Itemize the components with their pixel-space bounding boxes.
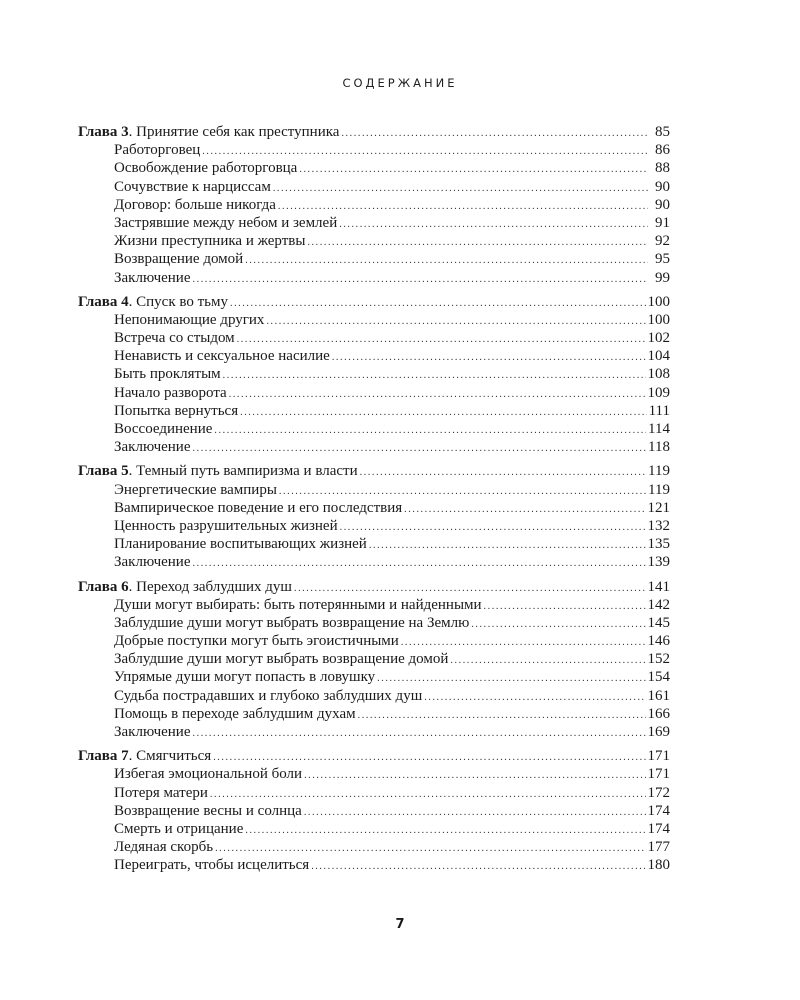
section-title: Освобождение работорговца bbox=[114, 160, 298, 177]
section-page: 142 bbox=[647, 596, 670, 613]
section-page: 154 bbox=[647, 669, 670, 686]
leader-dots bbox=[214, 422, 646, 440]
section-page: 92 bbox=[655, 233, 670, 250]
leader-dots bbox=[229, 386, 646, 404]
section-entry bbox=[78, 438, 670, 456]
leader-dots bbox=[360, 464, 646, 482]
section-entry bbox=[78, 214, 670, 232]
section-entry bbox=[78, 347, 670, 365]
section-page: 132 bbox=[647, 517, 670, 534]
section-entry bbox=[78, 668, 670, 686]
section-page: 119 bbox=[648, 481, 670, 498]
chapter-label: Глава 3 bbox=[78, 124, 129, 140]
section-title: Смерть и отрицание bbox=[114, 820, 244, 837]
section-entry bbox=[78, 329, 670, 347]
section-entry bbox=[78, 232, 670, 250]
section-title: Заключение bbox=[114, 439, 191, 456]
leader-dots bbox=[193, 271, 649, 289]
section-title: Потеря матери bbox=[114, 784, 208, 801]
section-page: 171 bbox=[647, 766, 670, 783]
chapter-name: . Темный путь вампиризма и власти bbox=[128, 463, 358, 480]
section-page: 109 bbox=[647, 384, 670, 401]
section-title: Быть проклятым bbox=[114, 366, 221, 383]
section-page: 174 bbox=[647, 820, 670, 837]
section-entry bbox=[78, 250, 670, 268]
section-title: Заключение bbox=[114, 724, 191, 740]
section-entry bbox=[78, 481, 670, 499]
section-entry bbox=[78, 650, 670, 668]
leader-dots bbox=[193, 725, 646, 743]
chapter-label: Глава 6 bbox=[78, 578, 129, 595]
section-page: 102 bbox=[647, 330, 670, 347]
section-title: Встреча со стыдом bbox=[114, 330, 235, 347]
table-of-contents bbox=[78, 123, 670, 881]
section-title: Ледяная скорбь bbox=[114, 839, 214, 856]
chapter-page: 85 bbox=[655, 124, 670, 140]
section-entry bbox=[78, 269, 670, 287]
section-entry bbox=[78, 723, 670, 741]
chapter-title bbox=[78, 578, 292, 596]
chapter-title bbox=[78, 747, 211, 765]
section-title: Добрые поступки могут быть эгоистичными bbox=[114, 633, 399, 650]
section-page: 145 bbox=[647, 614, 670, 631]
leader-dots bbox=[450, 652, 645, 670]
section-entry bbox=[78, 178, 670, 196]
leader-dots bbox=[266, 313, 645, 331]
chapter-block bbox=[78, 578, 670, 742]
section-entry bbox=[78, 535, 670, 553]
chapter-page: 100 bbox=[647, 293, 670, 310]
section-page: 121 bbox=[647, 499, 670, 516]
section-page: 174 bbox=[647, 802, 670, 819]
section-title: Договор: больше никогда bbox=[114, 196, 276, 213]
page-header: СОДЕРЖАНИЕ bbox=[342, 76, 458, 90]
leader-dots bbox=[358, 707, 646, 725]
section-page: 104 bbox=[647, 348, 670, 365]
chapter-name: . Спуск во тьму bbox=[128, 293, 228, 310]
chapter-page: 119 bbox=[648, 463, 670, 480]
chapter-entry bbox=[78, 293, 670, 311]
section-entry bbox=[78, 420, 670, 438]
section-title: Ценность разрушительных жизней bbox=[114, 517, 338, 534]
leader-dots bbox=[369, 537, 646, 555]
chapter-block bbox=[78, 293, 670, 457]
leader-dots bbox=[339, 216, 648, 234]
section-entry bbox=[78, 802, 670, 820]
section-title: Работорговец bbox=[114, 142, 201, 159]
section-title: Заблудшие души могут выбрать возвращение на Землю bbox=[114, 614, 470, 631]
leader-dots bbox=[341, 125, 648, 143]
section-title: Заключение bbox=[114, 554, 191, 571]
section-entry bbox=[78, 838, 670, 856]
section-title: Помощь в переходе заблудшим духам bbox=[114, 705, 356, 722]
section-title: Души могут выбирать: быть потерянными и найденными bbox=[114, 596, 482, 613]
chapter-name: . Принятие себя как преступника bbox=[128, 124, 340, 140]
leader-dots bbox=[311, 858, 645, 876]
section-entry bbox=[78, 856, 670, 874]
section-title: Ненависть и сексуальное насилие bbox=[114, 348, 330, 365]
section-page: 95 bbox=[655, 251, 670, 268]
section-entry bbox=[78, 311, 670, 329]
section-entry bbox=[78, 632, 670, 650]
chapter-block bbox=[78, 462, 670, 571]
section-title: Избегая эмоциональной боли bbox=[114, 766, 303, 783]
section-entry bbox=[78, 402, 670, 420]
chapter-entry bbox=[78, 747, 670, 765]
section-entry bbox=[78, 705, 670, 723]
section-page: 139 bbox=[647, 554, 670, 571]
section-page: 161 bbox=[647, 687, 670, 704]
section-entry bbox=[78, 365, 670, 383]
chapter-block bbox=[78, 747, 670, 874]
section-title: Начало разворота bbox=[114, 384, 227, 401]
section-entry bbox=[78, 384, 670, 402]
section-title: Переиграть, чтобы исцелиться bbox=[114, 857, 310, 874]
chapter-name: . Переход заблудших душ bbox=[128, 578, 292, 595]
page-number: 7 bbox=[395, 917, 405, 932]
section-entry bbox=[78, 141, 670, 159]
section-title: Упрямые души могут попасть в ловушку bbox=[114, 669, 376, 686]
leader-dots bbox=[299, 161, 648, 179]
section-entry bbox=[78, 553, 670, 571]
leader-dots bbox=[332, 349, 646, 367]
section-entry bbox=[78, 196, 670, 214]
leader-dots bbox=[471, 616, 645, 634]
section-page: 100 bbox=[647, 311, 670, 328]
chapter-label: Глава 5 bbox=[78, 463, 129, 480]
section-entry bbox=[78, 784, 670, 802]
section-title: Попытка вернуться bbox=[114, 402, 239, 419]
section-title: Энергетические вампиры bbox=[114, 481, 277, 498]
section-entry bbox=[78, 159, 670, 177]
section-page: 108 bbox=[647, 366, 670, 383]
section-title: Возвращение домой bbox=[114, 251, 244, 268]
section-page: 169 bbox=[647, 724, 670, 740]
section-entry bbox=[78, 614, 670, 632]
section-title: Застрявшие между небом и землей bbox=[114, 214, 338, 231]
chapter-entry bbox=[78, 123, 670, 141]
leader-dots bbox=[340, 519, 646, 537]
chapter-name: . Смягчиться bbox=[128, 748, 212, 765]
section-page: 177 bbox=[647, 839, 670, 856]
section-page: 146 bbox=[647, 633, 670, 650]
section-title: Возвращение весны и солнца bbox=[114, 802, 302, 819]
leader-dots bbox=[193, 555, 646, 573]
section-title: Жизни преступника и жертвы bbox=[114, 233, 306, 250]
leader-dots bbox=[307, 234, 648, 252]
section-page: 90 bbox=[655, 178, 670, 195]
section-title: Заключение bbox=[114, 269, 191, 286]
chapter-title bbox=[78, 462, 358, 480]
section-page: 90 bbox=[655, 196, 670, 213]
leader-dots bbox=[223, 367, 646, 385]
chapter-label: Глава 7 bbox=[78, 748, 129, 765]
section-title: Воссоединение bbox=[114, 421, 213, 437]
leader-dots bbox=[193, 440, 647, 458]
section-page: 99 bbox=[655, 269, 670, 286]
section-page: 166 bbox=[647, 705, 670, 722]
chapter-entry bbox=[78, 462, 670, 480]
chapter-entry bbox=[78, 578, 670, 596]
leader-dots bbox=[484, 598, 646, 616]
section-entry bbox=[78, 499, 670, 517]
leader-dots bbox=[245, 822, 645, 840]
leader-dots bbox=[245, 252, 648, 270]
leader-dots bbox=[304, 804, 646, 822]
section-page: 135 bbox=[647, 536, 670, 553]
section-title: Вампирическое поведение и его последствия bbox=[114, 499, 403, 516]
section-entry bbox=[78, 517, 670, 535]
section-page: 111 bbox=[648, 402, 670, 419]
leader-dots bbox=[404, 501, 645, 519]
chapter-title bbox=[78, 123, 339, 141]
section-page: 172 bbox=[647, 784, 670, 801]
leader-dots bbox=[230, 295, 646, 313]
section-page: 180 bbox=[647, 857, 670, 874]
chapter-page: 171 bbox=[647, 748, 670, 765]
leader-dots bbox=[273, 180, 648, 198]
section-entry bbox=[78, 596, 670, 614]
section-title: Планирование воспитывающих жизней bbox=[114, 536, 367, 553]
section-title: Судьба пострадавших и глубоко заблудших душ bbox=[114, 687, 423, 704]
leader-dots bbox=[240, 404, 647, 422]
section-entry bbox=[78, 687, 670, 705]
section-page: 114 bbox=[648, 421, 670, 437]
section-page: 91 bbox=[655, 214, 670, 231]
section-entry bbox=[78, 820, 670, 838]
section-page: 86 bbox=[655, 142, 670, 159]
section-page: 88 bbox=[655, 160, 670, 177]
section-title: Непонимающие других bbox=[114, 311, 265, 328]
chapter-block bbox=[78, 123, 670, 287]
chapter-title bbox=[78, 293, 228, 311]
chapter-label: Глава 4 bbox=[78, 293, 129, 310]
leader-dots bbox=[304, 767, 645, 785]
leader-dots bbox=[424, 689, 645, 707]
chapter-page: 141 bbox=[647, 578, 670, 595]
section-title: Заблудшие души могут выбрать возвращение домой bbox=[114, 651, 449, 668]
section-title: Сочувствие к нарциссам bbox=[114, 178, 271, 195]
section-page: 118 bbox=[648, 439, 670, 456]
section-page: 152 bbox=[647, 651, 670, 668]
section-entry bbox=[78, 765, 670, 783]
